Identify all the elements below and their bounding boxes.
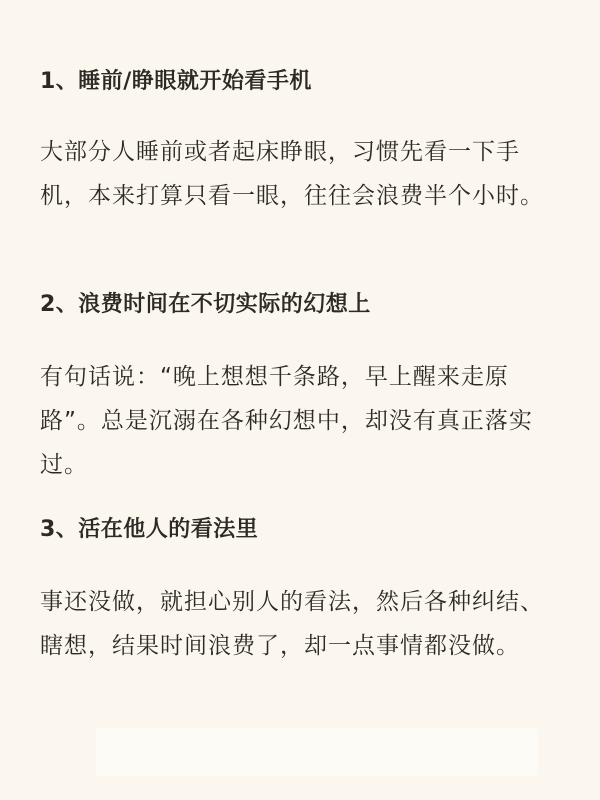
section-3-heading: 3、活在他人的看法里	[40, 517, 259, 542]
section-1-body: 大部分人睡前或者起床睁眼，习惯先看一下手机，本来打算只看一眼，往往会浪费半个小时。	[40, 139, 544, 209]
faded-watermark-area	[96, 728, 538, 776]
section-2-heading: 2、浪费时间在不切实际的幻想上	[40, 292, 371, 317]
section-3-body: 事还没做，就担心别人的看法，然后各种纠结、瞎想，结果时间浪费了，却一点事情都没做。	[40, 589, 544, 659]
section-2-body: 有句话说：“晚上想想千条路，早上醒来走原路”。总是沉溺在各种幻想中，却没有真正落实过。	[40, 364, 533, 478]
section-1-heading: 1、睡前/睁眼就开始看手机	[40, 69, 312, 94]
